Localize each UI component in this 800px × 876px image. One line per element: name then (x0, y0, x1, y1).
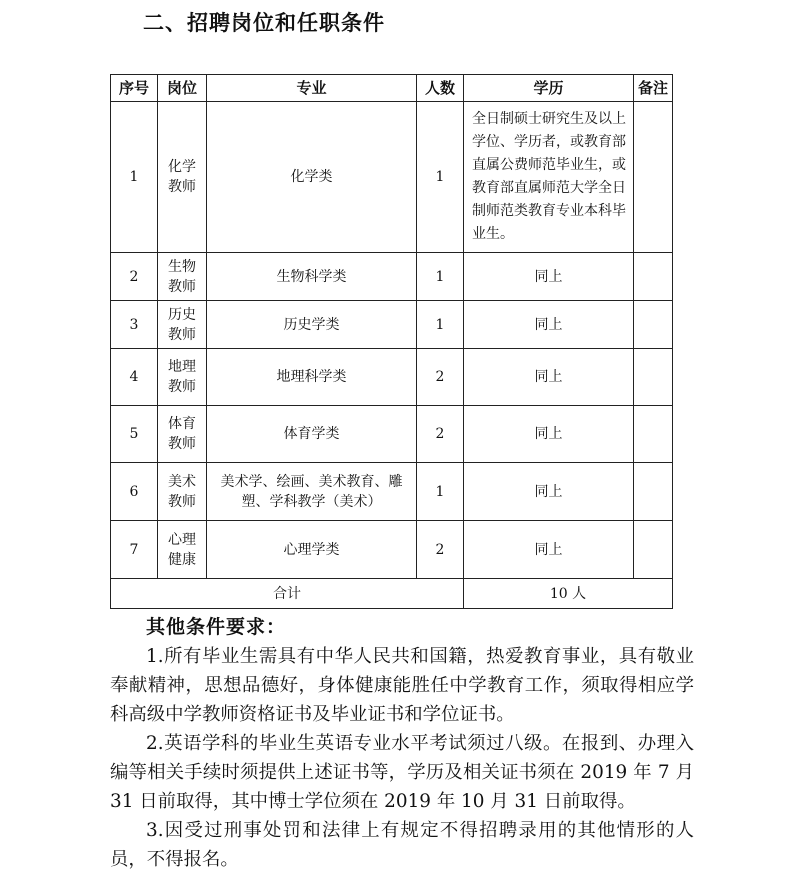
total-row (111, 579, 673, 609)
row-education: 全日制硕士研究生及以上学位、学历者，或教育部直属公费师范毕业生，或教育部直属师范大学全日制师范类教育专业本科毕业生。 (464, 102, 634, 253)
header-education: 学历 (464, 75, 634, 102)
row-note (634, 521, 673, 579)
row-number: 6 (111, 463, 158, 521)
table-row (111, 253, 673, 301)
row-number: 1 (111, 102, 158, 253)
row-major: 美术学、绘画、美术教育、雕塑、学科教学（美术） (207, 463, 417, 521)
row-major: 体育学类 (207, 406, 417, 463)
post-line: 教师 (168, 326, 196, 343)
total-value: 10 人 (464, 579, 673, 609)
header-number: 序号 (111, 75, 158, 102)
post-line: 生物 (168, 258, 196, 275)
row-note (634, 406, 673, 463)
row-post (158, 406, 207, 463)
header-post: 岗位 (158, 75, 207, 102)
row-education: 同上 (464, 406, 634, 463)
post-line: 历史 (168, 306, 196, 323)
row-count: 1 (417, 253, 464, 301)
row-major: 化学类 (207, 102, 417, 253)
row-major: 地理科学类 (207, 349, 417, 406)
row-post (158, 521, 207, 579)
post-line: 教师 (168, 278, 196, 295)
table-row (111, 301, 673, 349)
row-number: 3 (111, 301, 158, 349)
table-row (111, 463, 673, 521)
row-note (634, 253, 673, 301)
row-education: 同上 (464, 301, 634, 349)
row-education: 同上 (464, 253, 634, 301)
post-line: 教师 (168, 179, 196, 195)
row-post (158, 463, 207, 521)
row-note (634, 463, 673, 521)
table-row (111, 349, 673, 406)
post-line: 化学 (168, 159, 196, 175)
requirement-item: 2.英语学科的毕业生英语专业水平考试须过八级。在报到、办理入编等相关手续时须提供上述证书等，学历及相关证书须在 2019 年 7 月 31 日前取得，其中博士学位须在 2019 年 10 月 31 日前取得。 (110, 733, 694, 812)
requirement-item: 1.所有毕业生需具有中华人民共和国籍，热爱教育事业，具有敬业奉献精神，思想品德好，身体健康能胜任中学教育工作，须取得相应学科高级中学教师资格证书及毕业证书和学位证书。 (110, 646, 694, 725)
row-number: 7 (111, 521, 158, 579)
other-requirements-heading: 其他条件要求： (146, 616, 287, 638)
row-major: 历史学类 (207, 301, 417, 349)
table-row (111, 521, 673, 579)
row-major: 生物科学类 (207, 253, 417, 301)
header-count: 人数 (417, 75, 464, 102)
row-number: 2 (111, 253, 158, 301)
post-line: 教师 (168, 493, 196, 510)
post-line: 教师 (168, 436, 196, 452)
recruitment-table (110, 74, 673, 609)
row-count: 1 (417, 301, 464, 349)
post-line: 心理 (168, 531, 196, 548)
table-header-row (111, 75, 673, 102)
row-count: 2 (417, 406, 464, 463)
section-title: 二、招聘岗位和任职条件 (143, 11, 385, 35)
total-label: 合计 (111, 579, 464, 609)
row-count: 1 (417, 102, 464, 253)
row-major: 心理学类 (207, 521, 417, 579)
post-line: 体育 (168, 416, 196, 432)
row-note (634, 102, 673, 253)
header-note: 备注 (634, 75, 673, 102)
row-number: 4 (111, 349, 158, 406)
row-post (158, 349, 207, 406)
row-note (634, 301, 673, 349)
row-count: 1 (417, 463, 464, 521)
row-number: 5 (111, 406, 158, 463)
row-count: 2 (417, 349, 464, 406)
post-line: 教师 (168, 379, 196, 395)
row-post (158, 301, 207, 349)
table-row (111, 102, 673, 253)
table-row (111, 406, 673, 463)
other-requirements (110, 612, 694, 874)
row-education: 同上 (464, 349, 634, 406)
post-line: 美术 (168, 473, 196, 490)
row-post (158, 253, 207, 301)
post-line: 地理 (168, 359, 196, 375)
post-line: 健康 (168, 551, 196, 568)
row-education: 同上 (464, 521, 634, 579)
row-note (634, 349, 673, 406)
header-major: 专业 (207, 75, 417, 102)
requirement-item: 3.因受过刑事处罚和法律上有规定不得招聘录用的其他情形的人员，不得报名。 (110, 820, 694, 870)
row-education: 同上 (464, 463, 634, 521)
row-post (158, 102, 207, 253)
row-count: 2 (417, 521, 464, 579)
